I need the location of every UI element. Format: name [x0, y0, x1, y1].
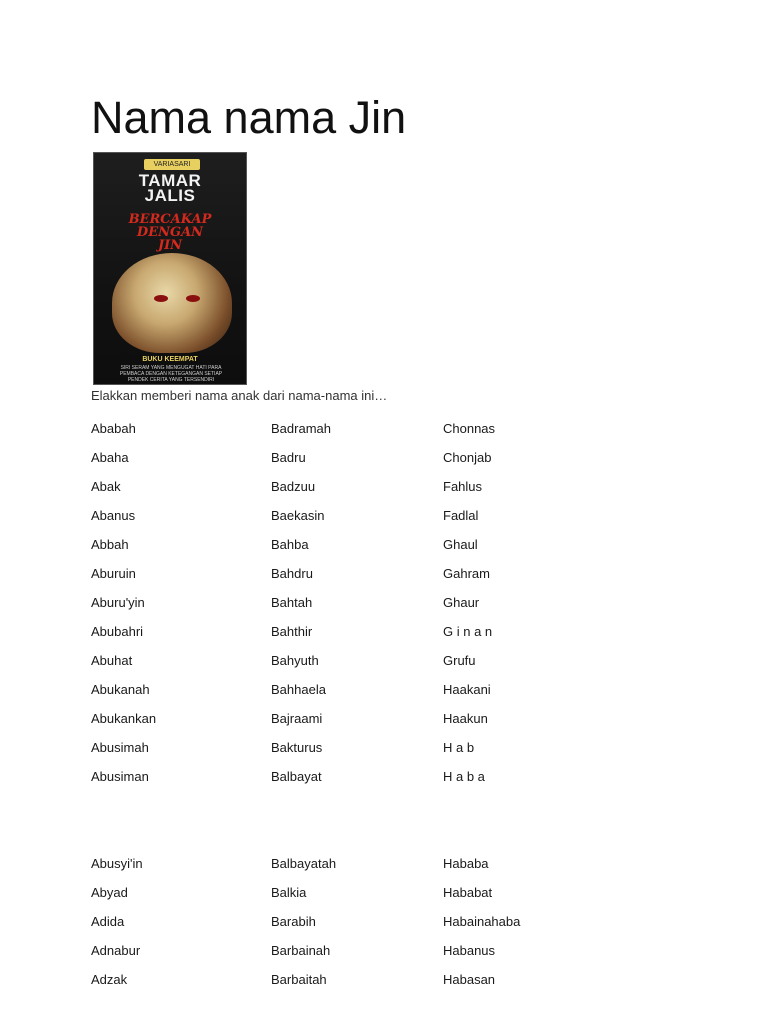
name-cell: Bahthir — [271, 624, 313, 639]
intro-text: Elakkan memberi nama anak dari nama-nama ini… — [91, 388, 388, 403]
name-cell: Badramah — [271, 421, 331, 436]
name-row — [91, 942, 711, 960]
name-row — [91, 565, 711, 583]
name-cell: Gahram — [443, 566, 490, 581]
name-cell: Bahyuth — [271, 653, 319, 668]
name-cell: Abaha — [91, 450, 129, 465]
name-cell: Abanus — [91, 508, 136, 523]
name-cell: Chonjab — [443, 450, 492, 465]
name-row — [91, 681, 711, 699]
name-row — [91, 768, 711, 786]
name-cell: Adzak — [91, 972, 128, 987]
name-cell: Grufu — [443, 653, 476, 668]
name-cell: Bahdru — [271, 566, 313, 581]
name-cell: Hababa — [443, 856, 489, 871]
name-row — [91, 594, 711, 612]
name-cell: Abusiman — [91, 769, 149, 784]
name-row — [91, 507, 711, 525]
page-title: Nama nama Jin — [91, 92, 407, 143]
name-cell: Abbah — [91, 537, 129, 552]
cover-author-line1: TAMAR — [138, 171, 202, 190]
name-row — [91, 884, 711, 902]
cover-eye-right — [186, 295, 200, 302]
name-cell: Abyad — [91, 885, 128, 900]
name-cell: Ghaur — [443, 595, 480, 610]
name-cell: Balbayatah — [271, 856, 337, 871]
name-row — [91, 710, 711, 728]
name-cell: Abusimah — [91, 740, 149, 755]
name-cell: Aburuin — [91, 566, 136, 581]
name-row — [91, 420, 711, 438]
name-row — [91, 652, 711, 670]
name-cell: H a b a — [443, 769, 485, 784]
name-cell: Balkia — [271, 885, 307, 900]
name-cell: Bahba — [271, 537, 309, 552]
name-cell: Abukankan — [91, 711, 157, 726]
cover-author-line2: JALIS — [144, 186, 196, 205]
name-row — [91, 855, 711, 873]
name-cell: Aburu'yin — [91, 595, 145, 610]
name-cell: Abukanah — [91, 682, 150, 697]
cover-author — [94, 173, 246, 203]
cover-publisher: VARIASARI — [144, 159, 200, 170]
name-cell: Barbainah — [271, 943, 331, 958]
name-cell: Haakani — [443, 682, 491, 697]
name-cell: Balbayat — [271, 769, 322, 784]
name-cell: Adnabur — [91, 943, 141, 958]
name-cell: Adida — [91, 914, 125, 929]
name-cell: Bakturus — [271, 740, 323, 755]
name-row — [91, 913, 711, 931]
name-cell: Abuhat — [91, 653, 133, 668]
name-cell: Haakun — [443, 711, 488, 726]
name-cell: Abak — [91, 479, 121, 494]
cover-blurb: SIRI SERAM YANG MENGUGAT HATI PARA PEMBACA DENGAN KETEGANGAN SETIAP PENDEK CERITA YANG TERSENDIRI — [119, 365, 223, 383]
name-cell: Ababah — [91, 421, 136, 436]
name-cell: Habanus — [443, 943, 496, 958]
name-cell: Baekasin — [271, 508, 325, 523]
cover-book-line3: JIN — [157, 238, 183, 253]
name-row — [91, 971, 711, 989]
name-cell: Abusyi'in — [91, 856, 143, 871]
name-row — [91, 536, 711, 554]
name-cell: Barbaitah — [271, 972, 327, 987]
name-cell: G i n a n — [443, 624, 493, 639]
name-cell: Badzuu — [271, 479, 316, 494]
name-cell: Hababat — [443, 885, 493, 900]
name-cell: Fahlus — [443, 479, 483, 494]
name-row — [91, 739, 711, 757]
cover-book-line1: BERCAKAP — [128, 212, 212, 227]
name-cell: H a b — [443, 740, 475, 755]
cover-skull-illustration — [112, 253, 232, 353]
name-row — [91, 623, 711, 641]
name-cell: Badru — [271, 450, 306, 465]
name-cell: Bahtah — [271, 595, 313, 610]
name-cell: Barabih — [271, 914, 316, 929]
name-cell: Habasan — [443, 972, 496, 987]
name-cell: Chonnas — [443, 421, 496, 436]
name-cell: Bajraami — [271, 711, 323, 726]
name-cell: Habainahaba — [443, 914, 521, 929]
book-cover-image — [93, 152, 247, 385]
cover-book-line2: DENGAN — [136, 225, 204, 240]
cover-volume: BUKU KEEMPAT — [142, 356, 198, 363]
name-cell: Bahhaela — [271, 682, 326, 697]
name-row — [91, 449, 711, 467]
cover-book-title — [94, 213, 246, 252]
cover-eye-left — [154, 295, 168, 302]
name-cell: Abubahri — [91, 624, 144, 639]
name-cell: Ghaul — [443, 537, 478, 552]
name-row — [91, 478, 711, 496]
name-cell: Fadlal — [443, 508, 479, 523]
